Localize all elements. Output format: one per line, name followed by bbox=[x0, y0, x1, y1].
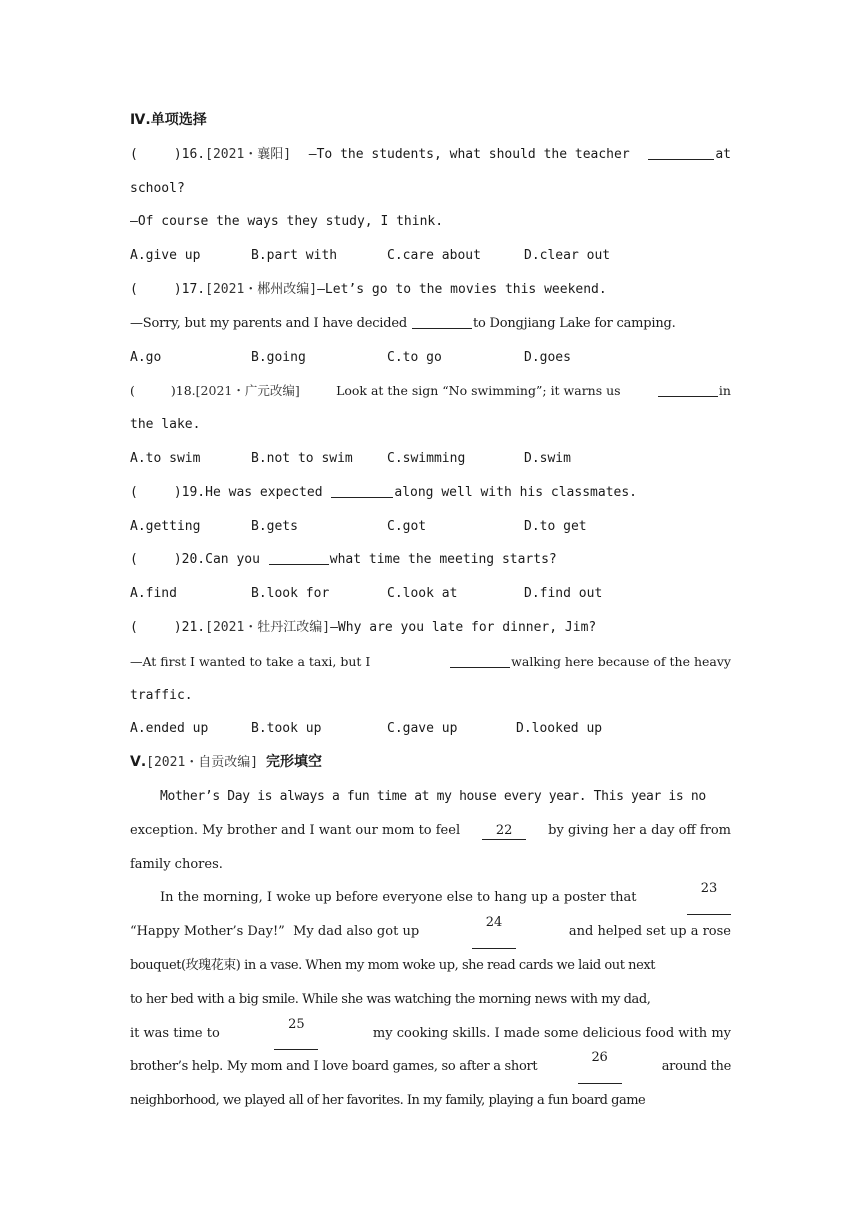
question-19: ( )19.He was expected along well with his classmates. bbox=[130, 484, 638, 500]
answer-blank[interactable] bbox=[269, 550, 329, 565]
question-21-options bbox=[130, 712, 731, 746]
question-stem: Can you bbox=[205, 552, 260, 568]
question-20-options bbox=[130, 577, 731, 611]
passage-line: neighborhood, we played all of her favorites. In my family, playing a fun board game bbox=[130, 1093, 646, 1109]
blank-26[interactable]: 26 bbox=[578, 1050, 622, 1084]
option-b[interactable]: B.part with bbox=[251, 248, 338, 264]
answer-blank[interactable] bbox=[658, 382, 718, 397]
option-c[interactable]: C.gave up bbox=[387, 721, 458, 737]
question-21-reply-cont: traffic. bbox=[130, 687, 193, 703]
question-number: )18. bbox=[170, 383, 196, 399]
question-stem: He was expected bbox=[205, 484, 323, 500]
question-17: ( )17.[2021・郴州改编]—Let’s go to the movies this weekend. bbox=[130, 281, 607, 297]
option-a[interactable]: A.to swim bbox=[130, 450, 201, 466]
passage-line: Mother’s Day is always a fun time at my house every year. This year is no bbox=[160, 788, 706, 804]
passage-line: family chores. bbox=[130, 856, 223, 872]
question-source: [2021・郴州改编] bbox=[205, 281, 318, 297]
option-b[interactable]: B.not to swim bbox=[251, 450, 353, 466]
question-number: )19. bbox=[173, 484, 206, 500]
answer-blank[interactable] bbox=[331, 483, 393, 498]
question-stem: —To the students, what should the teacher bbox=[308, 146, 630, 162]
option-b[interactable]: B.gets bbox=[251, 518, 298, 534]
question-stem: Look at the sign “No swimming”; it warns us bbox=[336, 383, 621, 399]
option-b[interactable]: B.took up bbox=[251, 721, 322, 737]
option-a[interactable]: A.give up bbox=[130, 248, 201, 264]
question-21-reply: —At first I wanted to take a taxi, but I walking here because of the heavy bbox=[130, 653, 731, 669]
question-18: ( )18.[2021・广元改编] Look at the sign “No swimming”; it warns us in bbox=[130, 374, 731, 408]
passage-line: “Happy Mother’s Day!” My dad also got up 24 and helped set up a rose bbox=[130, 915, 731, 949]
question-source: [2021・襄阳] bbox=[205, 146, 292, 162]
option-a[interactable]: A.getting bbox=[130, 518, 201, 534]
option-b[interactable]: B.going bbox=[251, 349, 306, 365]
question-21: ( )21.[2021・牡丹江改编]—Why are you late for dinner, Jim? bbox=[130, 619, 597, 635]
question-16-reply: —Of course the ways they study, I think. bbox=[130, 214, 444, 230]
question-19-options bbox=[130, 510, 731, 544]
passage-line: exception. My brother and I want our mom to feel 22 by giving her a day off from bbox=[130, 822, 731, 838]
option-c[interactable]: C.swimming bbox=[387, 450, 466, 466]
option-d[interactable]: D.find out bbox=[524, 586, 603, 602]
question-number: )17. bbox=[173, 281, 206, 297]
question-number: )21. bbox=[173, 619, 206, 635]
cloze-passage bbox=[130, 780, 731, 1118]
section-source: [2021・自贡改编] bbox=[146, 755, 259, 771]
option-c[interactable]: C.to go bbox=[387, 349, 442, 365]
answer-blank[interactable] bbox=[450, 653, 510, 668]
option-d[interactable]: D.to get bbox=[524, 518, 587, 534]
option-d[interactable]: D.clear out bbox=[524, 248, 611, 264]
option-c[interactable]: C.got bbox=[387, 518, 427, 534]
option-d[interactable]: D.swim bbox=[524, 450, 571, 466]
question-source: [2021・牡丹江改编] bbox=[205, 619, 331, 635]
option-d[interactable]: D.looked up bbox=[516, 721, 603, 737]
answer-blank[interactable] bbox=[412, 314, 472, 329]
section-iv-title: Ⅳ.单项选择 bbox=[130, 112, 207, 128]
question-18-options bbox=[130, 442, 731, 476]
question-17-options bbox=[130, 341, 731, 375]
question-17-reply: —Sorry, but my parents and I have decided to Dongjiang Lake for camping. bbox=[130, 315, 676, 331]
option-b[interactable]: B.look for bbox=[251, 586, 330, 602]
question-16-stem-cont: school? bbox=[130, 180, 185, 196]
question-16-options bbox=[130, 239, 731, 273]
question-20: ( )20.Can you what time the meeting starts? bbox=[130, 552, 557, 568]
question-stem: —Why are you late for dinner, Jim? bbox=[330, 619, 597, 635]
option-c[interactable]: C.look at bbox=[387, 586, 458, 602]
option-c[interactable]: C.care about bbox=[387, 248, 481, 264]
passage-line: bouquet(玫瑰花束) in a vase. When my mom woke up, she read cards we laid out next bbox=[130, 957, 655, 973]
blank-24[interactable]: 24 bbox=[472, 915, 516, 949]
option-a[interactable]: A.go bbox=[130, 349, 162, 365]
question-number: )20. bbox=[173, 552, 206, 568]
question-source: [2021・广元改编] bbox=[195, 383, 300, 399]
blank-23[interactable]: 23 bbox=[687, 881, 731, 915]
question-18-stem-cont: the lake. bbox=[130, 417, 201, 433]
blank-22[interactable]: 22 bbox=[482, 823, 526, 840]
passage-line: it was time to 25 my cooking skills. I made some delicious food with my bbox=[130, 1017, 731, 1051]
passage-line: In the morning, I woke up before everyone else to hang up a poster that 23 bbox=[130, 881, 731, 915]
worksheet-page bbox=[130, 104, 731, 1118]
question-stem: —Let’s go to the movies this weekend. bbox=[317, 281, 607, 297]
option-a[interactable]: A.find bbox=[130, 586, 177, 602]
passage-line: brother’s help. My mom and I love board games, so after a short 26 around the bbox=[130, 1050, 731, 1084]
answer-blank[interactable] bbox=[648, 145, 714, 160]
passage-line: to her bed with a big smile. While she was watching the morning news with my dad, bbox=[130, 991, 651, 1007]
answer-paren-open: ( bbox=[130, 146, 138, 162]
section-v-title: Ⅴ.[2021・自贡改编] 完形填空 bbox=[130, 754, 322, 771]
question-number: 16. bbox=[181, 146, 206, 162]
option-d[interactable]: D.goes bbox=[524, 349, 571, 365]
blank-25[interactable]: 25 bbox=[274, 1017, 318, 1051]
option-a[interactable]: A.ended up bbox=[130, 721, 209, 737]
question-16: ( )16.[2021・襄阳] —To the students, what should the teacher at bbox=[130, 138, 731, 172]
